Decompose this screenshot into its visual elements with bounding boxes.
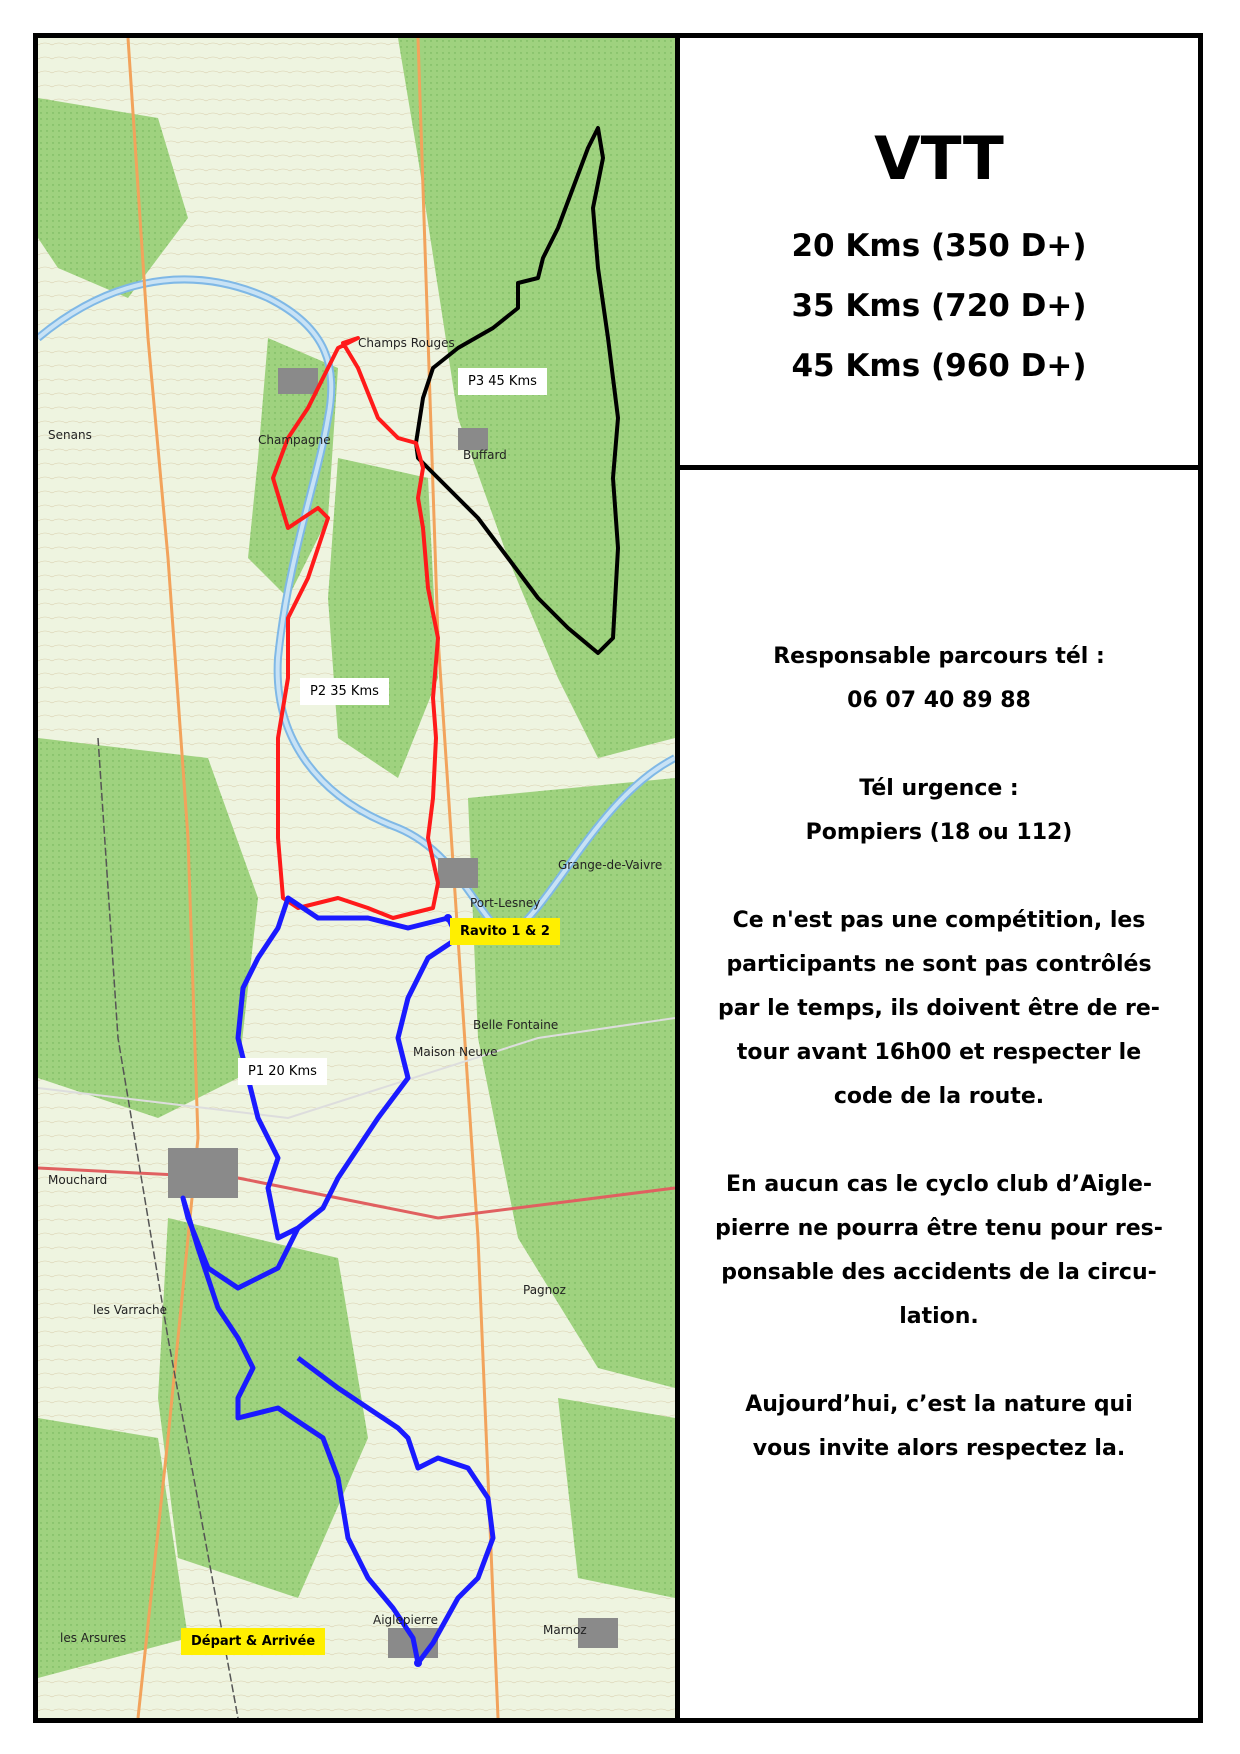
place-champagne: Champagne <box>258 433 331 447</box>
place-champs-rouges: Champs Rouges <box>358 336 455 350</box>
emergency-numbers: Pompiers (18 ou 112) <box>805 820 1073 845</box>
depart-arrivee-label: Départ & Arrivée <box>181 1628 325 1655</box>
place-aiglepierre: Aiglepierre <box>373 1613 438 1627</box>
notice-2-line-4: lation. <box>899 1304 979 1329</box>
contact-block <box>702 635 1176 1471</box>
place-marnoz: Marnoz <box>543 1623 587 1637</box>
place-senans: Senans <box>48 428 92 442</box>
place-grange-de-vaivre: Grange-de-Vaivre <box>558 858 663 872</box>
notice-1-line-4: tour avant 16h00 et respecter le <box>736 1040 1142 1065</box>
distance-45: 45 Kms (960 D+) <box>791 348 1087 384</box>
route-label-p3: P3 45 Kms <box>458 368 547 395</box>
distance-20: 20 Kms (350 D+) <box>791 228 1087 264</box>
notice-1-line-2: participants ne sont pas contrôlés <box>726 952 1152 977</box>
notice-2-line-2: pierre ne pourra être tenu pour res- <box>715 1216 1163 1241</box>
notice-1-line-1: Ce n'est pas une compétition, les <box>732 908 1146 933</box>
route-map <box>38 38 680 1718</box>
notice-1-line-5: code de la route. <box>833 1084 1045 1109</box>
place-mouchard: Mouchard <box>48 1173 108 1187</box>
poster-title: VTT <box>874 124 1004 194</box>
info-panel <box>680 470 1198 1718</box>
contact-line-1: Responsable parcours tél : <box>773 644 1105 669</box>
ravito-label: Ravito 1 & 2 <box>450 918 560 945</box>
place-buffard: Buffard <box>463 448 507 462</box>
place-belle-fontaine: Belle Fontaine <box>473 1018 559 1032</box>
place-les-varrache: les Varrache <box>93 1303 168 1317</box>
contact-phone: 06 07 40 89 88 <box>847 688 1031 713</box>
route-label-p1: P1 20 Kms <box>238 1058 327 1085</box>
notice-3-line-2: vous invite alors respectez la. <box>752 1436 1126 1461</box>
notice-2-line-1: En aucun cas le cyclo club d’Aigle- <box>725 1172 1153 1197</box>
distance-35: 35 Kms (720 D+) <box>791 288 1087 324</box>
notice-3-line-1: Aujourd’hui, c’est la nature qui <box>745 1392 1133 1417</box>
title-panel <box>680 38 1198 470</box>
place-pagnoz: Pagnoz <box>523 1283 566 1297</box>
place-maison-neuve: Maison Neuve <box>413 1045 498 1059</box>
notice-2-line-3: ponsable des accidents de la circu- <box>721 1260 1157 1285</box>
place-les-arsures: les Arsures <box>60 1631 127 1645</box>
route-label-p2: P2 35 Kms <box>300 678 389 705</box>
emergency-label: Tél urgence : <box>859 776 1019 801</box>
place-port-lesney: Port-Lesney <box>470 896 541 910</box>
notice-1-line-3: par le temps, ils doivent être de re- <box>718 996 1160 1021</box>
topographic-map <box>38 38 675 1718</box>
